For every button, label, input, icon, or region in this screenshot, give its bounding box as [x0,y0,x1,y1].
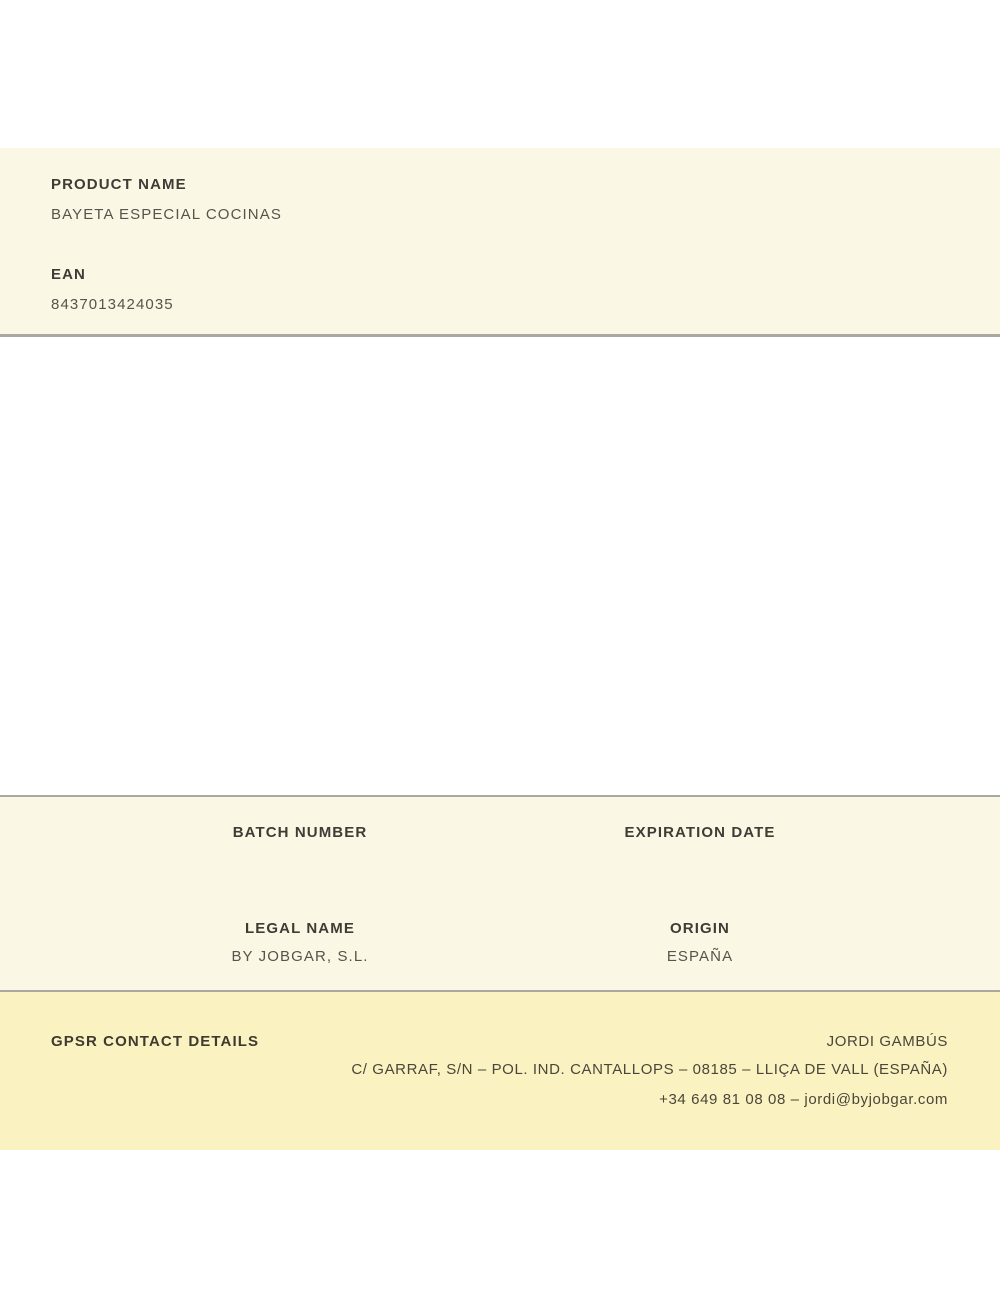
expiration-date-label: EXPIRATION DATE [624,824,776,841]
origin-field [500,919,900,967]
product-identity-section [0,148,1000,337]
ean-value: 8437013424035 [51,296,174,313]
product-name-value: BAYETA ESPECIAL COCINAS [51,206,282,223]
origin-value: ESPAÑA [666,948,734,965]
product-name-field [51,175,949,225]
expiration-date-field [500,823,900,851]
gpsr-contact-lines [351,1028,948,1114]
origin-label: ORIGIN [670,920,730,937]
middle-whitespace [0,337,1000,795]
gpsr-contact-row [51,1028,948,1114]
product-name-label: PRODUCT NAME [51,176,187,193]
contact-address: C/ GARRAF, S/N – POL. IND. CANTALLOPS – 08185 – LLIÇA DE VALL (ESPAÑA) [351,1061,948,1078]
contact-person-name: JORDI GAMBÚS [826,1033,948,1050]
gpsr-contact-label: GPSR CONTACT DETAILS [51,1033,260,1050]
gpsr-contact-section [0,992,1000,1150]
legal-name-label: LEGAL NAME [245,920,355,937]
legal-name-field [100,919,500,967]
batch-number-label: BATCH NUMBER [232,824,368,841]
batch-details-section [0,795,1000,992]
ean-label: EAN [51,266,86,283]
details-grid [100,823,900,967]
top-whitespace [0,0,1000,148]
contact-phone-email: +34 649 81 08 08 – jordi@byjobgar.com [659,1091,948,1108]
legal-name-value: BY JOBGAR, S.L. [231,948,369,965]
ean-field [51,265,949,315]
batch-number-field [100,823,500,851]
